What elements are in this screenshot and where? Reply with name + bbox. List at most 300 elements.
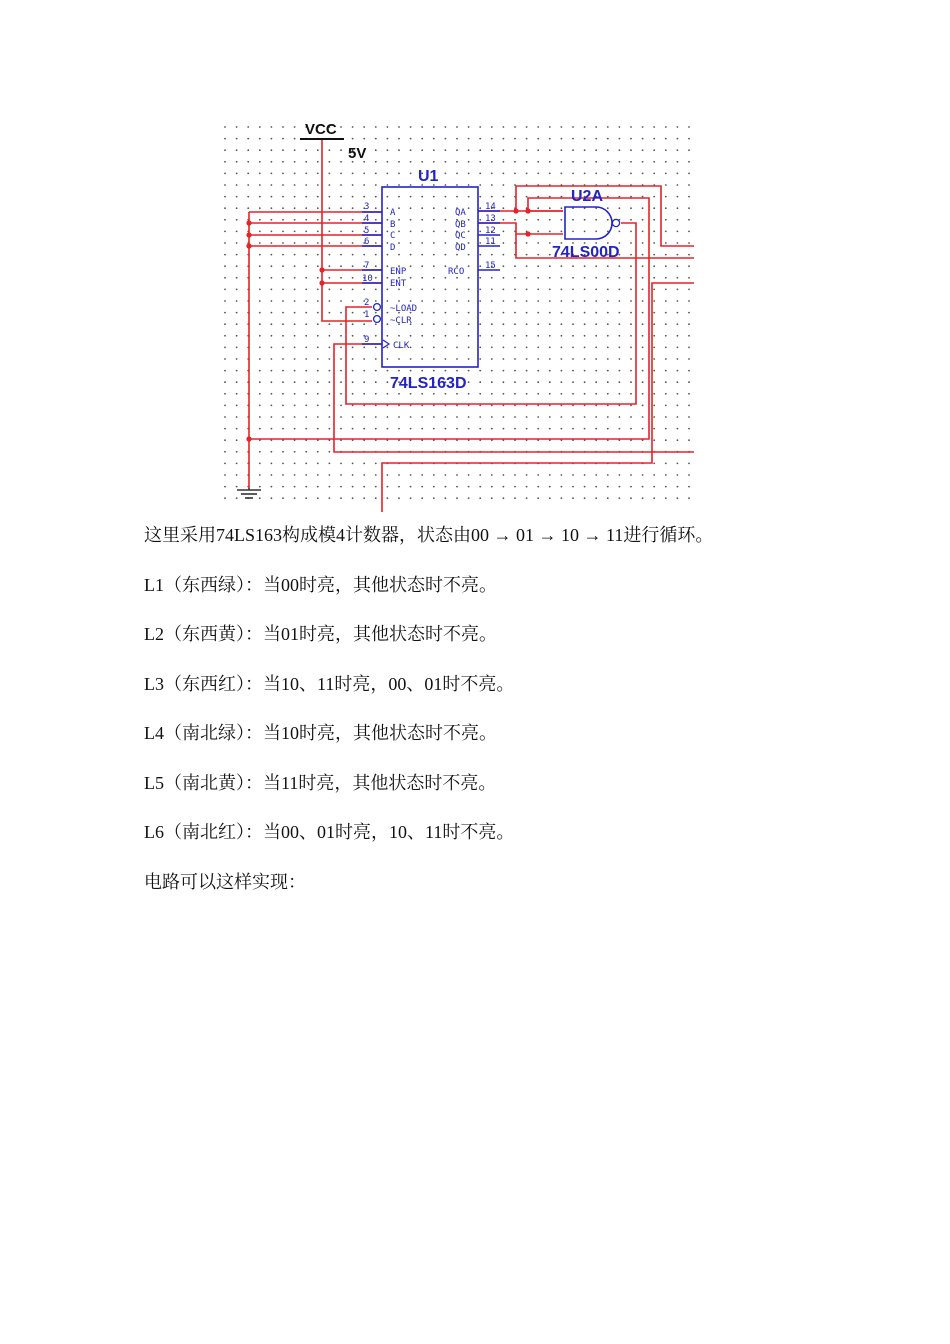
grid-dot [549,207,551,209]
grid-dot [410,149,412,151]
grid-dot [375,126,377,128]
grid-dot [317,289,319,291]
grid-dot [352,242,354,244]
grid-dot [294,219,296,221]
grid-dot [340,242,342,244]
grid-dot [433,428,435,430]
grid-dot [526,486,528,488]
grid-dot [421,207,423,209]
grid-dot [584,497,586,499]
pin-num: 11 [485,237,496,247]
grid-dot [224,381,226,383]
grid-dot [468,300,470,302]
grid-dot [572,149,574,151]
grid-dot [352,370,354,372]
grid-dot [584,323,586,325]
grid-dot [224,173,226,175]
grid-dot [595,416,597,418]
grid-dot [375,312,377,314]
grid-dot [456,428,458,430]
grid-dot [236,254,238,256]
grid-dot [491,428,493,430]
grid-dot [584,474,586,476]
grid-dot [236,196,238,198]
grid-dot [456,138,458,140]
grid-dot [317,463,319,465]
grid-dot [352,335,354,337]
grid-dot [329,196,331,198]
grid-dot [630,486,632,488]
grid-dot [607,138,609,140]
grid-dot [491,416,493,418]
grid-dot [387,497,389,499]
junction-dot [319,280,324,285]
grid-dot [259,138,261,140]
grid-dot [375,497,377,499]
grid-dot [491,358,493,360]
ground-symbol [237,488,261,498]
grid-dot [352,393,354,395]
grid-dot [340,497,342,499]
grid-dot [584,486,586,488]
grid-dot [653,335,655,337]
grid-dot [688,347,690,349]
grid-dot [537,207,539,209]
grid-dot [642,138,644,140]
grid-dot [421,242,423,244]
grid-dot [294,254,296,256]
grid-dot [595,393,597,395]
grid-dot [468,231,470,233]
pin-num: 12 [485,226,496,236]
grid-dot [445,254,447,256]
grid-dot [526,277,528,279]
grid-dot [503,254,505,256]
grid-dot [630,231,632,233]
grid-dot [479,265,481,267]
grid-dot [433,161,435,163]
grid-dot [329,497,331,499]
grid-dot [653,219,655,221]
grid-dot [236,451,238,453]
grid-dot [630,265,632,267]
grid-dot [294,347,296,349]
grid-dot [398,335,400,337]
grid-dot [282,242,284,244]
grid-dot [352,289,354,291]
grid-dot [491,149,493,151]
grid-dot [595,335,597,337]
grid-dot [677,196,679,198]
grid-dot [340,126,342,128]
grid-dot [688,474,690,476]
grid-dot [665,335,667,337]
grid-dot [305,347,307,349]
grid-dot [537,149,539,151]
grid-dot [456,161,458,163]
pin-num: 6 [364,237,370,247]
grid-dot [224,439,226,441]
grid-dot [665,347,667,349]
grid-dot [224,347,226,349]
grid-dot [387,300,389,302]
grid-dot [271,451,273,453]
grid-dot [549,300,551,302]
grid-dot [445,474,447,476]
grid-dot [468,242,470,244]
grid-dot [445,126,447,128]
grid-dot [398,370,400,372]
grid-dot [259,370,261,372]
grid-dot [340,265,342,267]
grid-dot [294,393,296,395]
grid-dot [317,335,319,337]
grid-dot [572,312,574,314]
grid-dot [329,242,331,244]
grid-dot [653,393,655,395]
grid-dot [317,184,319,186]
grid-dot [479,393,481,395]
grid-dot [398,497,400,499]
grid-dot [352,126,354,128]
grid-dot [688,149,690,151]
grid-dot [329,428,331,430]
grid-dot [677,370,679,372]
grid-dot [294,381,296,383]
grid-dot [491,393,493,395]
grid-dot [653,277,655,279]
grid-dot [549,277,551,279]
grid-dot [479,300,481,302]
grid-dot [688,254,690,256]
grid-dot [259,416,261,418]
grid-dot [677,347,679,349]
grid-dot [375,486,377,488]
grid-dot [352,486,354,488]
grid-dot [607,289,609,291]
grid-dot [421,416,423,418]
grid-dot [224,231,226,233]
grid-dot [665,393,667,395]
grid-dot [514,289,516,291]
grid-dot [479,347,481,349]
pin-num: 4 [364,214,370,224]
grid-dot [619,381,621,383]
grid-dot [294,335,296,337]
grid-dot [665,486,667,488]
grid-dot [468,381,470,383]
grid-dot [375,254,377,256]
grid-dot [468,312,470,314]
grid-dot [514,416,516,418]
grid-dot [526,416,528,418]
grid-dot [572,393,574,395]
grid-dot [549,173,551,175]
grid-dot [236,277,238,279]
grid-dot [456,254,458,256]
grid-dot [340,300,342,302]
grid-dot [561,207,563,209]
grid-dot [619,416,621,418]
grid-dot [479,486,481,488]
grid-dot [561,323,563,325]
grid-dot [526,254,528,256]
grid-dot [479,335,481,337]
grid-dot [653,265,655,267]
grid-dot [595,231,597,233]
grid-dot [456,300,458,302]
pin-name: B [390,220,396,230]
grid-dot [503,149,505,151]
grid-dot [224,393,226,395]
grid-dot [363,370,365,372]
grid-dot [294,463,296,465]
grid-dot [224,161,226,163]
grid-dot [282,416,284,418]
grid-dot [514,474,516,476]
grid-dot [630,173,632,175]
grid-dot [317,474,319,476]
grid-dot [329,207,331,209]
grid-dot [537,358,539,360]
grid-dot [677,149,679,151]
grid-dot [329,277,331,279]
grid-dot [363,474,365,476]
grid-dot [642,428,644,430]
grid-dot [677,393,679,395]
grid-dot [572,161,574,163]
grid-dot [352,277,354,279]
grid-dot [271,347,273,349]
grid-dot [537,231,539,233]
grid-dot [398,428,400,430]
grid-dot [294,474,296,476]
grid-dot [468,207,470,209]
grid-dot [271,335,273,337]
grid-dot [526,393,528,395]
grid-dot [549,370,551,372]
grid-dot [340,358,342,360]
grid-dot [305,289,307,291]
grid-dot [619,474,621,476]
grid-dot [514,323,516,325]
grid-dot [595,126,597,128]
pin-name: QB [455,220,466,230]
grid-dot [503,196,505,198]
grid-dot [642,265,644,267]
grid-dot [468,393,470,395]
grid-dot [259,358,261,360]
grid-dot [561,173,563,175]
grid-dot [561,335,563,337]
grid-dot [282,451,284,453]
grid-dot [607,219,609,221]
junction-dot [319,267,324,272]
grid-dot [595,138,597,140]
pin-num: 13 [485,214,496,224]
grid-dot [271,416,273,418]
grid-dot [375,474,377,476]
junction-dot [525,231,530,236]
grid-dot [445,231,447,233]
grid-dot [607,265,609,267]
grid-dot [584,149,586,151]
grid-dot [398,219,400,221]
grid-dot [526,138,528,140]
grid-dot [282,219,284,221]
grid-dot [665,242,667,244]
grid-dot [468,370,470,372]
grid-dot [282,335,284,337]
grid-dot [236,463,238,465]
paragraph-circuit: 电路可以这样实现： [144,872,306,892]
paragraph-intro: 这里采用74LS163构成模4计数器，状态由00 → 01 → 10 → 11进行循环。 [144,525,714,545]
grid-dot [537,161,539,163]
grid-dot [468,486,470,488]
grid-dot [352,474,354,476]
grid-dot [340,184,342,186]
grid-dot [305,370,307,372]
grid-dot [305,300,307,302]
grid-dot [224,335,226,337]
grid-dot [387,381,389,383]
grid-dot [537,219,539,221]
grid-dot [630,219,632,221]
paragraph-l3: L3（东西红）：当10、11时亮，00、01时不亮。 [144,674,515,694]
grid-dot [526,347,528,349]
grid-dot [619,277,621,279]
grid-dot [340,416,342,418]
grid-dot [491,184,493,186]
grid-dot [503,393,505,395]
grid-dot [456,312,458,314]
grid-dot [584,300,586,302]
grid-dot [329,335,331,337]
grid-dot [537,323,539,325]
grid-dot [665,405,667,407]
grid-dot [561,277,563,279]
grid-dot [305,277,307,279]
grid-dot [491,161,493,163]
grid-dot [271,463,273,465]
grid-dot [375,184,377,186]
grid-dot [677,439,679,441]
grid-dot [421,265,423,267]
grid-dot [653,207,655,209]
grid-dot [410,184,412,186]
grid-dot [398,393,400,395]
grid-dot [549,231,551,233]
grid-dot [537,312,539,314]
grid-dot [572,428,574,430]
grid-dot [642,347,644,349]
grid-dot [421,254,423,256]
grid-dot [468,323,470,325]
grid-dot [224,474,226,476]
grid-dot [340,254,342,256]
grid-dot [259,463,261,465]
grid-dot [340,161,342,163]
grid-dot [421,393,423,395]
grid-dot [224,138,226,140]
grid-dot [375,231,377,233]
grid-dot [259,219,261,221]
grid-dot [665,219,667,221]
grid-dot [607,335,609,337]
grid-dot [398,196,400,198]
counter-ref: U1 [418,168,439,185]
grid-dot [688,277,690,279]
pin-name: QA [455,208,466,218]
grid-dot [271,138,273,140]
grid-dot [677,381,679,383]
grid-dot [236,486,238,488]
grid-dot [619,231,621,233]
grid-dot [630,358,632,360]
grid-dot [595,149,597,151]
grid-dot [282,196,284,198]
grid-dot [363,497,365,499]
grid-dot [561,428,563,430]
grid-dot [398,173,400,175]
grid-dot [421,497,423,499]
grid-dot [282,149,284,151]
grid-dot [317,196,319,198]
grid-dot [317,254,319,256]
pin-name: D [390,243,396,253]
grid-dot [526,219,528,221]
grid-dot [340,486,342,488]
grid-dot [584,161,586,163]
grid-dot [294,451,296,453]
grid-dot [642,370,644,372]
grid-dot [352,463,354,465]
grid-dot [271,405,273,407]
grid-dot [584,335,586,337]
grid-dot [387,219,389,221]
grid-dot [317,497,319,499]
grid-dot [282,312,284,314]
grid-dot [491,370,493,372]
grid-dot [468,289,470,291]
grid-dot [294,370,296,372]
grid-dot [375,370,377,372]
grid-dot [224,463,226,465]
grid-dot [340,231,342,233]
vcc-symbol [300,121,366,162]
grid-dot [340,381,342,383]
grid-dot [271,254,273,256]
grid-dot [352,381,354,383]
grid-dot [224,277,226,279]
grid-dot [259,300,261,302]
grid-dot [410,347,412,349]
grid-dot [677,474,679,476]
grid-dot [433,312,435,314]
grid-dot [294,207,296,209]
grid-dot [514,370,516,372]
grid-dot [259,486,261,488]
grid-dot [410,161,412,163]
grid-dot [282,300,284,302]
grid-dot [247,184,249,186]
grid-dot [433,138,435,140]
grid-dot [236,126,238,128]
grid-dot [503,323,505,325]
grid-dot [642,381,644,383]
grid-dot [468,358,470,360]
grid-dot [445,173,447,175]
